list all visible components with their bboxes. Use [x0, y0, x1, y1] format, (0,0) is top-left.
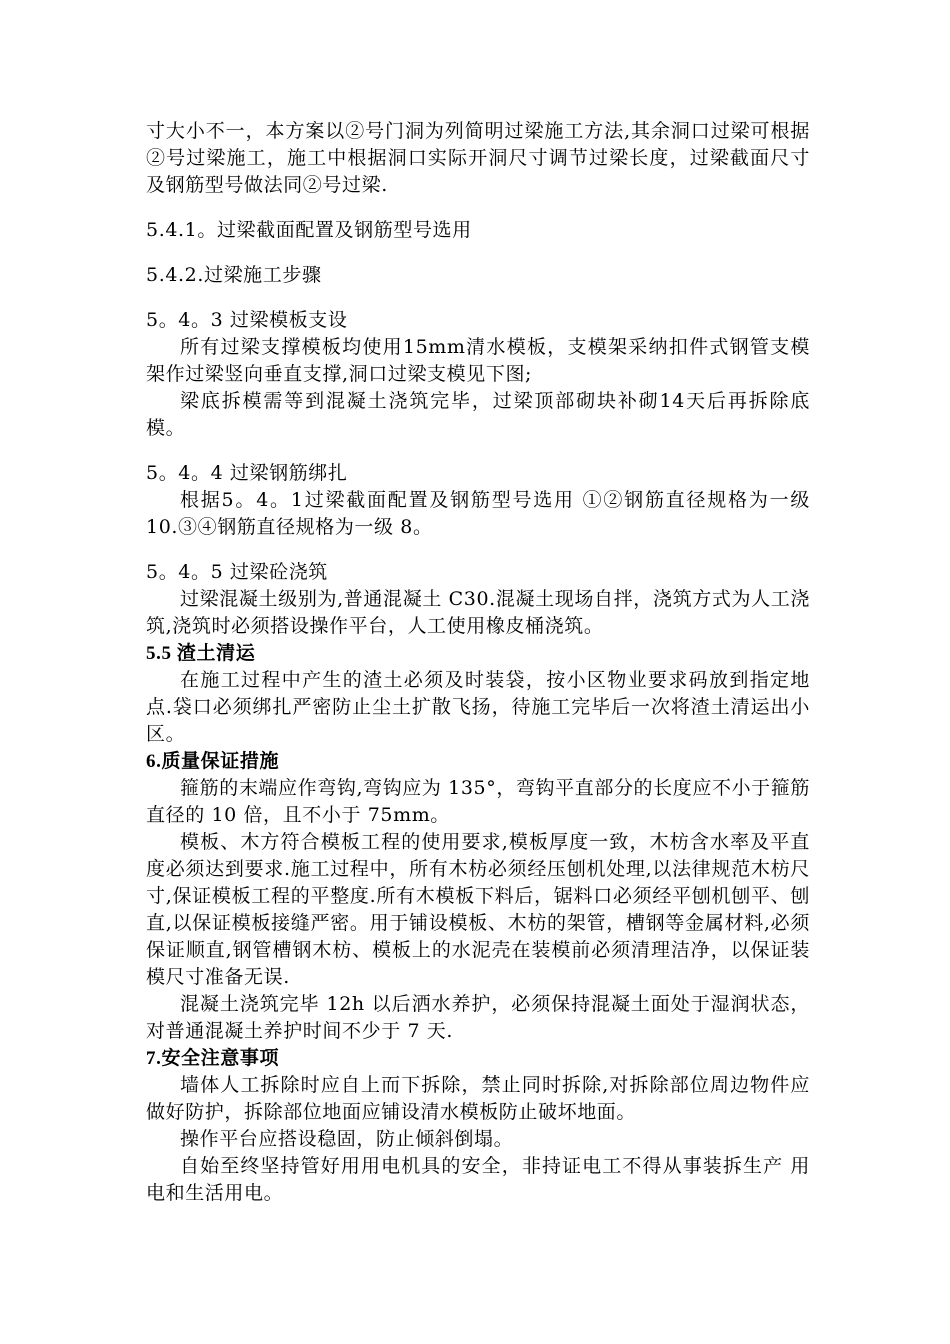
section-5-4-3-paragraph-2: 梁底拆模需等到混凝土浇筑完毕，过梁顶部砌块补砌14天后再拆除底模。	[146, 390, 810, 439]
section-5-5-heading: 5.5 渣土清运	[146, 643, 256, 664]
section-5-4-4-paragraph-1: 根据5。4。1过梁截面配置及钢筋型号选用 ①②钢筋直径规格为一级 10.③④钢筋直径规格为一级 8。	[146, 489, 810, 538]
section-5-4-2-heading: 5.4.2.过梁施工步骤	[146, 264, 322, 286]
section-7-paragraph-3: 自始至终坚持管好用用电机具的安全，非持证电工不得从事装拆生产 用电和生活用电。	[146, 1155, 810, 1204]
section-7-paragraph-1: 墙体人工拆除时应自上而下拆除，禁止同时拆除,对拆除部位周边物件应做好防护，拆除部位地面应铺设清水模板防止破坏地面。	[146, 1074, 810, 1123]
document-body	[146, 118, 810, 1207]
section-6-paragraph-1: 箍筋的末端应作弯钩,弯钩应为 135°，弯钩平直部分的长度应不小于箍筋直径的 10 倍，且不小于 75mm。	[146, 777, 810, 826]
section-6-heading: 6.质量保证措施	[146, 751, 280, 772]
section-5-4-1-heading: 5.4.1。过梁截面配置及钢筋型号选用	[146, 219, 472, 241]
section-5-4-3-heading: 5。4。3 过梁模板支设	[146, 309, 348, 331]
section-5-4-3-paragraph-1: 所有过梁支撑模板均使用15mm清水模板，支模架采纳扣件式钢管支模架作过梁竖向垂直支撑,洞口过梁支模见下图;	[146, 336, 810, 385]
section-5-4-4-heading: 5。4。4 过梁钢筋绑扎	[146, 462, 348, 484]
section-7-paragraph-2: 操作平台应搭设稳固，防止倾斜倒塌。	[180, 1128, 514, 1150]
intro-paragraph: 寸大小不一，本方案以②号门洞为列简明过梁施工方法,其余洞口过梁可根据②号过梁施工，施工中根据洞口实际开洞尺寸调节过梁长度，过梁截面尺寸及钢筋型号做法同②号过梁.	[146, 120, 810, 196]
section-6-paragraph-2: 模板、木方符合模板工程的使用要求,模板厚度一致，木枋含水率及平直度必须达到要求.施工过程中，所有木枋必须经压刨机处理,以法律规范木枋尺寸,保证模板工程的平整度.所有木模板下料后，锯料口必须经平刨机刨平、刨直,以保证模板接缝严密。用于铺设模板、木枋的架管，槽钢等金属材料,必须保证顺直,钢管槽钢木枋、模板上的水泥壳在装模前必须清理洁净，以保证装模尺寸准备无误.	[146, 831, 810, 988]
section-6-paragraph-3: 混凝土浇筑完毕 12h 以后洒水养护，必须保持混凝土面处于湿润状态，对普通混凝土养护时间不少于 7 天.	[146, 993, 810, 1042]
section-7-heading: 7.安全注意事项	[146, 1048, 280, 1069]
section-5-4-5-heading: 5。4。5 过梁砼浇筑	[146, 561, 328, 583]
section-5-5-paragraph-1: 在施工过程中产生的渣土必须及时装袋，按小区物业要求码放到指定地点.袋口必须绑扎严密防止尘土扩散飞扬，待施工完毕后一次将渣土清运出小区。	[146, 669, 810, 745]
section-5-4-5-paragraph-1: 过梁混凝土级别为,普通混凝土 C30.混凝土现场自拌，浇筑方式为人工浇筑,浇筑时必须搭设操作平台，人工使用橡皮桶浇筑。	[146, 588, 810, 637]
